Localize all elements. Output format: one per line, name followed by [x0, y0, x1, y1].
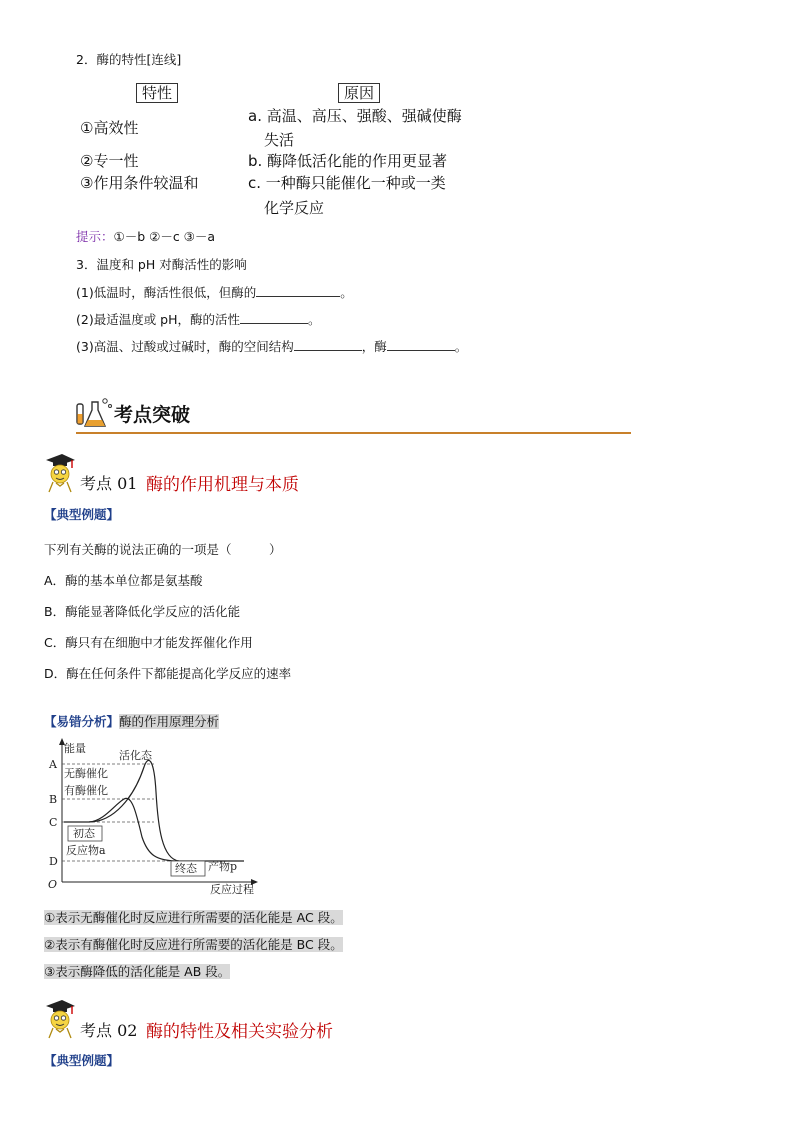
lab-flask-icon — [74, 396, 114, 432]
reason-a-line1: a. 高温、高压、强酸、强碱使酶 — [248, 107, 462, 125]
kd01-option-b: B．酶能显著降低化学反应的活化能 — [44, 604, 241, 619]
answer-blank[interactable] — [256, 284, 340, 297]
with-enzyme-label: 有酶催化 — [64, 784, 108, 797]
question-1-end: 。 — [340, 285, 353, 300]
question-1 — [76, 283, 353, 301]
diagram-x-axis-label: 反应过程 — [210, 883, 254, 896]
answer-blank[interactable] — [294, 338, 362, 351]
reason-a-line2: 失活 — [264, 131, 295, 149]
activated-state-label: 活化态 — [119, 749, 152, 762]
col-header-reason: 原因 — [338, 83, 380, 103]
reason-b: b. 酶降低活化能的作用更显著 — [248, 152, 448, 170]
kaodian-header: 考点突破 — [114, 404, 191, 426]
analysis-point-1-text: ①表示无酶催化时反应进行所需要的活化能是 AC 段。 — [44, 910, 343, 925]
col-header-trait: 特性 — [136, 83, 178, 103]
analysis-point-1 — [44, 908, 343, 926]
initial-state-label: 初态 — [73, 827, 95, 840]
kd02-title: 酶的特性及相关实验分析 — [146, 1022, 333, 1042]
answer-blank[interactable] — [387, 338, 455, 351]
kd01-option-c: C．酶只有在细胞中才能发挥催化作用 — [44, 635, 253, 650]
question-2-end: 。 — [308, 312, 321, 327]
kd01-number: 考点 01 — [80, 474, 138, 493]
question-2-text: (2)最适温度或 pH，酶的活性 — [76, 312, 241, 327]
final-state-label: 终态 — [175, 862, 197, 875]
trait-1: ①高效性 — [80, 119, 139, 137]
kd02-tag: 【典型例题】 — [44, 1053, 120, 1068]
kd01-tag: 【典型例题】 — [44, 507, 120, 522]
analysis-point-2-text: ②表示有酶催化时反应进行所需要的活化能是 BC 段。 — [44, 937, 343, 952]
question-2 — [76, 310, 321, 328]
section2-title: 2．酶的特性[连线] — [76, 52, 182, 67]
diagram-y-axis-label: 能量 — [64, 742, 86, 755]
question-3-mid: ，酶 — [361, 339, 387, 354]
level-a-label: A — [49, 758, 57, 771]
hint-line — [76, 227, 215, 245]
trait-3: ③作用条件较温和 — [80, 174, 199, 192]
kd01-title: 酶的作用机理与本质 — [146, 475, 299, 495]
reactant-label: 反应物a — [66, 844, 106, 857]
no-enzyme-label: 无酶催化 — [64, 767, 108, 780]
reason-c-line1: c. 一种酶只能催化一种或一类 — [248, 174, 446, 192]
level-d-label: D — [49, 855, 58, 868]
answer-blank[interactable] — [240, 311, 308, 324]
kd01-question: 下列有关酶的说法正确的一项是（ ） — [44, 542, 282, 557]
analysis-point-2 — [44, 935, 343, 953]
question-3 — [76, 337, 467, 355]
level-c-label: C — [49, 816, 58, 829]
hint-label: 提示： — [76, 229, 114, 244]
question-1-text: (1)低温时，酶活性很低，但酶的 — [76, 285, 257, 300]
scholar-mascot-icon — [44, 452, 76, 494]
analysis-tag: 【易错分析】 — [44, 714, 120, 729]
scholar-mascot-icon — [44, 998, 76, 1040]
analysis-point-3 — [44, 962, 230, 980]
kd01-option-a: A．酶的基本单位都是氨基酸 — [44, 573, 203, 588]
kd01-option-d: D．酶在任何条件下都能提高化学反应的速率 — [44, 666, 292, 681]
analysis-point-3-text: ③表示酶降低的活化能是 AB 段。 — [44, 964, 231, 979]
level-b-label: B — [49, 793, 58, 806]
question-3-end: 。 — [454, 339, 468, 354]
origin-label: O — [48, 878, 58, 891]
hint-answer: ①－b ②－c ③－a — [113, 229, 216, 244]
trait-2: ②专一性 — [80, 152, 139, 170]
reason-c-line2: 化学反应 — [264, 199, 325, 217]
kd02-number: 考点 02 — [80, 1021, 138, 1040]
question-3-text: (3)高温、过酸或过碱时，酶的空间结构 — [76, 339, 294, 354]
section3-title: 3．温度和 pH 对酶活性的影响 — [76, 257, 247, 272]
energy-diagram — [44, 737, 272, 897]
analysis-title: 酶的作用原理分析 — [119, 714, 220, 729]
product-label: 产物p — [208, 860, 238, 873]
analysis-heading — [44, 712, 219, 730]
header-divider — [76, 432, 631, 434]
